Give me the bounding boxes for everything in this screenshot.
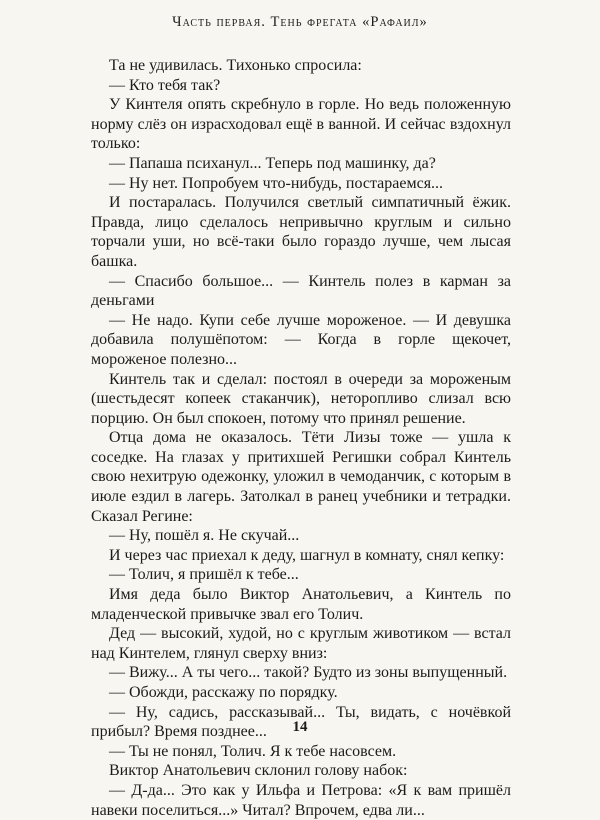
- paragraph: Кинтель так и сделал: постоял в очереди за мороженым (шестьдесят копеек стаканчик), неторопливо слизал всю порцию. Он был спокоен, потому что принял решение.: [91, 370, 511, 427]
- paragraph: Дед — высокий, худой, но с круглым животиком — встал над Кинтелем, глянул сверху вниз:: [91, 625, 511, 662]
- paragraph: Отца дома не оказалось. Тёти Лизы тоже — ушла к соседке. На глазах у притихшей Регишки собрал Кинтель свою нехитрую одежонку, уложил в чемоданчик, с которым в июле ездил в лагерь. Затолкал в ранец учебники и тетрадки. Сказал Регине:: [91, 429, 511, 525]
- paragraph: — Ну, пошёл я. Не скучай...: [109, 527, 300, 545]
- paragraph: — Не надо. Купи себе лучше мороженое. — И девушка добавила полушёпотом: — Когда в горле щекочет, мороженое полезно...: [91, 311, 511, 368]
- page-number: 14: [292, 719, 308, 735]
- paragraph: — Кто тебя так?: [109, 76, 221, 94]
- paragraph: — Ну нет. Попробуем что-нибудь, постараемся...: [109, 174, 444, 192]
- paragraph: Та не удивилась. Тихонько спросила:: [109, 57, 362, 74]
- paragraph: Имя деда было Виктор Анатольевич, а Кинтель по младенческой привычке звал его Толич.: [91, 586, 511, 623]
- body-text: [91, 56, 511, 820]
- paragraph: — Ну, садись, рассказывай... Ты, видать, с ночёвкой прибыл? Время позднее...: [91, 703, 511, 741]
- paragraph: — Обожди, расскажу по порядку.: [109, 684, 338, 701]
- paragraph: У Кинтеля опять скребнуло в горле. Но ведь положенную норму слёз он израсходовал ещё в ванной. И сейчас вздохнул только:: [91, 96, 511, 153]
- paragraph: — Вижу... А ты чего... такой? Будто из зоны выпущенный.: [109, 664, 508, 682]
- paragraph: — Д-да... Это как у Ильфа и Петрова: «Я к вам пришёл навеки поселиться...» Читал? Впрочем, едва ли...: [91, 781, 511, 819]
- paragraph: — Ты не понял, Толич. Я к тебе насовсем.: [109, 742, 397, 760]
- paragraph: — Папаша психанул... Теперь под машинку, да?: [109, 154, 436, 172]
- paragraph: Виктор Анатольевич склонил голову набок:: [109, 762, 408, 780]
- running-header: Часть первая. Тень фрегата «Рафаил»: [172, 14, 428, 30]
- paragraph: И постаралась. Получился светлый симпатичный ёжик. Правда, лицо сделалось непривычно круглым и сильно торчали уши, но всё-таки было гораздо лучше, чем лысая башка.: [91, 194, 511, 270]
- paragraph: — Спасибо большое... — Кинтель полез в карман за деньгами: [91, 272, 511, 310]
- paragraph: — Толич, я пришёл к тебе...: [109, 566, 299, 584]
- paragraph: И через час приехал к деду, шагнул в комнату, снял кепку:: [109, 546, 505, 564]
